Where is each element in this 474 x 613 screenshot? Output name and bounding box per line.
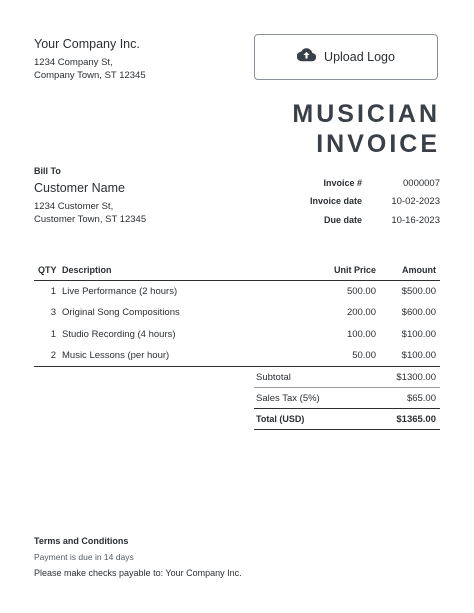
- total-label: Total (USD): [256, 414, 305, 424]
- sales-tax-value: $65.00: [406, 393, 436, 404]
- due-date-label: Due date: [323, 215, 362, 225]
- subtotal-label: Subtotal: [256, 372, 291, 383]
- terms-line2: Please make checks payable to: Your Company Inc.: [34, 568, 242, 578]
- customer-address-line2: Customer Town, ST 12345: [34, 214, 147, 225]
- row-amount: $100.00: [401, 329, 436, 340]
- cloud-upload-icon: [297, 48, 316, 67]
- total-value: $1365.00: [396, 414, 436, 425]
- invoice-title-line2: INVOICE: [316, 130, 440, 158]
- due-date-value: 10-16-2023: [391, 215, 440, 226]
- total-divider: [254, 429, 440, 430]
- subtotal-divider: [254, 387, 440, 388]
- row-description: Music Lessons (per hour): [62, 350, 170, 361]
- amount-header: Amount: [402, 265, 436, 275]
- invoice-number-label: Invoice #: [323, 178, 362, 188]
- upload-logo-button[interactable]: [254, 34, 438, 80]
- upload-logo-label: Upload Logo: [324, 50, 395, 64]
- company-name: Your Company Inc.: [34, 37, 140, 51]
- tax-divider: [254, 408, 440, 409]
- row-description: Original Song Compositions: [62, 307, 180, 318]
- row-qty: 2: [50, 350, 56, 361]
- unit-price-header: Unit Price: [333, 265, 376, 275]
- row-description: Live Performance (2 hours): [62, 286, 178, 297]
- customer-address-line1: 1234 Customer St,: [34, 201, 114, 212]
- header-divider: [34, 280, 440, 281]
- invoice-title-line1: MUSICIAN: [292, 100, 440, 128]
- company-address-line2: Company Town, ST 12345: [34, 70, 146, 81]
- company-address-line1: 1234 Company St,: [34, 57, 113, 68]
- row-unit-price: 50.00: [352, 350, 376, 361]
- row-amount: $500.00: [401, 286, 436, 297]
- row-description: Studio Recording (4 hours): [62, 329, 176, 340]
- subtotal-value: $1300.00: [396, 372, 436, 383]
- description-header: Description: [62, 265, 112, 275]
- bill-to-label: Bill To: [34, 166, 61, 176]
- table-row: [0, 286, 474, 304]
- row-qty: 1: [50, 286, 56, 297]
- table-row: [0, 307, 474, 325]
- table-row: [0, 329, 474, 347]
- sales-tax-label: Sales Tax (5%): [256, 393, 320, 404]
- invoice-date-label: Invoice date: [309, 196, 362, 206]
- invoice-date-value: 10-02-2023: [391, 196, 440, 207]
- qty-header: QTY: [38, 265, 57, 275]
- row-unit-price: 100.00: [346, 329, 376, 340]
- row-qty: 1: [50, 329, 56, 340]
- row-amount: $600.00: [401, 307, 436, 318]
- row-qty: 3: [50, 307, 56, 318]
- row-unit-price: 500.00: [346, 286, 376, 297]
- row-unit-price: 200.00: [346, 307, 376, 318]
- invoice-number-value: 0000007: [403, 178, 440, 189]
- terms-line1: Payment is due in 14 days: [34, 552, 134, 562]
- terms-title: Terms and Conditions: [34, 536, 129, 546]
- items-divider: [34, 366, 440, 367]
- row-amount: $100.00: [401, 350, 436, 361]
- customer-name: Customer Name: [34, 181, 125, 195]
